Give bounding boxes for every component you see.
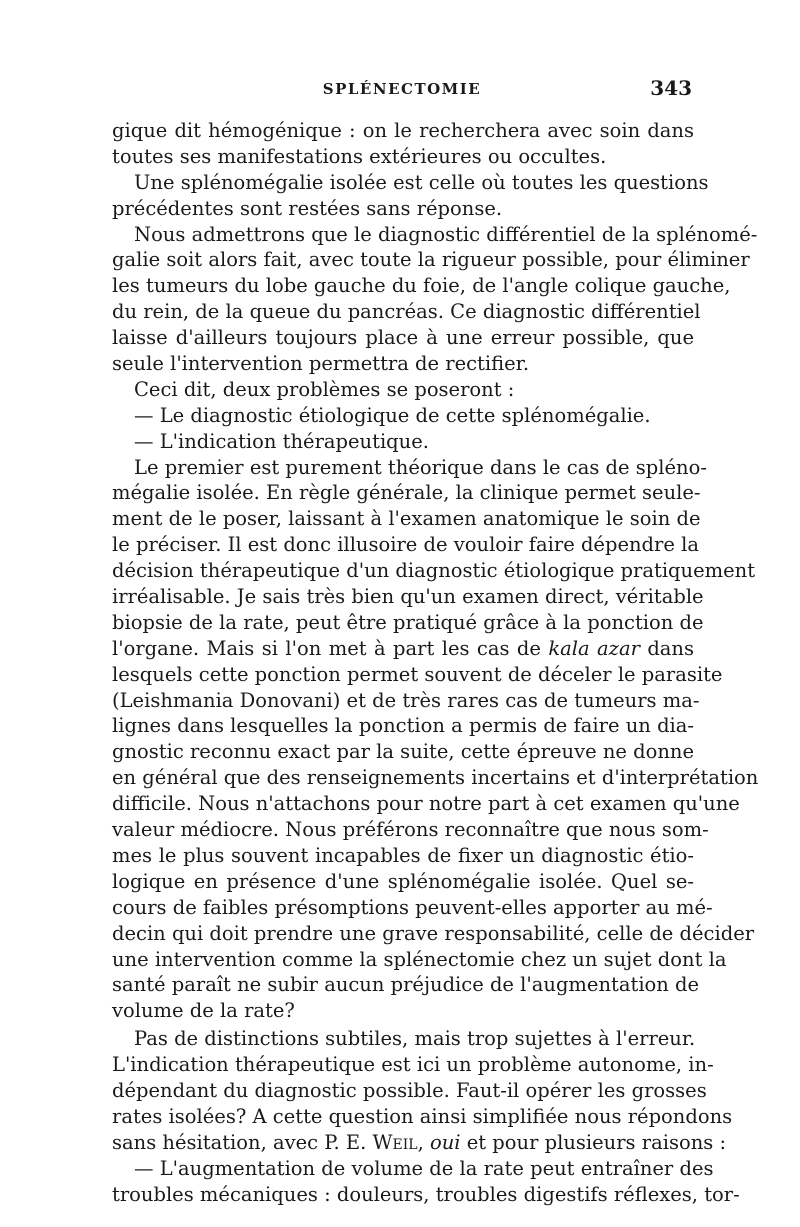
- text-line: Une splénomégalie isolée est celle où toutes les questions: [134, 170, 709, 194]
- text-line: Ceci dit, deux problèmes se poseront :: [134, 377, 515, 401]
- text-line: logique en présence d'une splénomégalie isolée. Quel se-: [112, 869, 694, 893]
- text-line: rates isolées? A cette question ainsi simplifiée nous répondons: [112, 1104, 733, 1128]
- text-line: biopsie de la rate, peut être pratiqué grâce à la ponction de: [112, 610, 704, 634]
- text-segment: dans: [647, 636, 695, 660]
- text-line: gique dit hémogénique : on le recherchera avec soin dans: [112, 119, 694, 142]
- text-line: volume de la rate?: [112, 999, 295, 1023]
- text-line: ment de le poser, laissant à l'examen anatomique le soin de: [112, 507, 701, 531]
- text-line: les tumeurs du lobe gauche du foie, de l'angle colique gauche,: [112, 274, 731, 298]
- text-line: L'indication thérapeutique est ici un problème autonome, in-: [112, 1053, 714, 1077]
- text-line: mes le plus souvent incapables de fixer un diagnostic étio-: [112, 843, 694, 867]
- body-text: [112, 118, 759, 1207]
- text-line: lesquels cette ponction permet souvent de déceler le parasite: [112, 662, 723, 686]
- text-line: santé paraît ne subir aucun préjudice de l'augmentation de: [112, 973, 700, 997]
- italic-term: kala azar: [548, 636, 640, 660]
- text-segment: l'organe. Mais si l'on met à part les cas de: [112, 636, 541, 660]
- text-line-with-italic: [112, 636, 694, 662]
- text-line: troubles mécaniques : douleurs, troubles digestifs réflexes, tor-: [112, 1182, 740, 1206]
- text-line: cours de faibles présomptions peuvent-elles apporter au mé-: [112, 895, 713, 919]
- text-line: dépendant du diagnostic possible. Faut-il opérer les grosses: [112, 1078, 707, 1102]
- text-line: difficile. Nous n'attachons pour notre part à cet examen qu'une: [112, 792, 740, 816]
- text-line: galie soit alors fait, avec toute la rigueur possible, pour éliminer: [112, 248, 750, 272]
- text-line-with-author: [112, 1130, 727, 1156]
- text-line: une intervention comme la splénectomie chez un sujet dont la: [112, 947, 727, 971]
- text-line: laisse d'ailleurs toujours place à une erreur possible, que: [112, 326, 694, 350]
- text-segment: et pour plusieurs raisons :: [466, 1130, 727, 1154]
- text-line: en général que des renseignements incertains et d'interprétation: [112, 766, 759, 790]
- running-title: SPLÉNECTOMIE: [322, 80, 482, 98]
- text-line: Nous admettrons que le diagnostic différentiel de la splénomé-: [134, 222, 758, 246]
- author-name: Weil: [372, 1130, 418, 1154]
- text-line: Pas de distinctions subtiles, mais trop sujettes à l'erreur.: [134, 1027, 696, 1051]
- text-line: — L'augmentation de volume de la rate peut entraîner des: [134, 1156, 714, 1180]
- page-header: [112, 76, 692, 104]
- text-line: decin qui doit prendre une grave responsabilité, celle de décider: [112, 921, 755, 945]
- text-line: irréalisable. Je sais très bien qu'un examen direct, véritable: [112, 585, 704, 609]
- text-line: Le premier est purement théorique dans le cas de spléno-: [134, 455, 707, 479]
- text-line: — Le diagnostic étiologique de cette splénomégalie.: [134, 403, 651, 427]
- text-line: — L'indication thérapeutique.: [134, 429, 429, 453]
- text-line: gnostic reconnu exact par la suite, cette épreuve ne donne: [112, 740, 695, 764]
- text-line: du rein, de la queue du pancréas. Ce diagnostic différentiel: [112, 300, 701, 324]
- text-line: précédentes sont restées sans réponse.: [112, 196, 503, 220]
- text-segment: sans hésitation, avec P. E.: [112, 1130, 367, 1154]
- page-number: 343: [650, 76, 692, 100]
- text-line: lignes dans lesquelles la ponction a permis de faire un dia-: [112, 714, 694, 738]
- text-segment: ,: [417, 1130, 424, 1154]
- text-line: le préciser. Il est donc illusoire de vouloir faire dépendre la: [112, 533, 699, 557]
- text-line: toutes ses manifestations extérieures ou occultes.: [112, 144, 607, 168]
- text-line: mégalie isolée. En règle générale, la clinique permet seule-: [112, 481, 701, 505]
- italic-term: oui: [429, 1130, 461, 1154]
- text-line: seule l'intervention permettra de rectifier.: [112, 352, 530, 376]
- text-line: décision thérapeutique d'un diagnostic étiologique pratiquement: [112, 559, 756, 583]
- text-line: (Leishmania Donovani) et de très rares cas de tumeurs ma-: [112, 688, 700, 712]
- text-line: valeur médiocre. Nous préférons reconnaître que nous som-: [112, 818, 709, 842]
